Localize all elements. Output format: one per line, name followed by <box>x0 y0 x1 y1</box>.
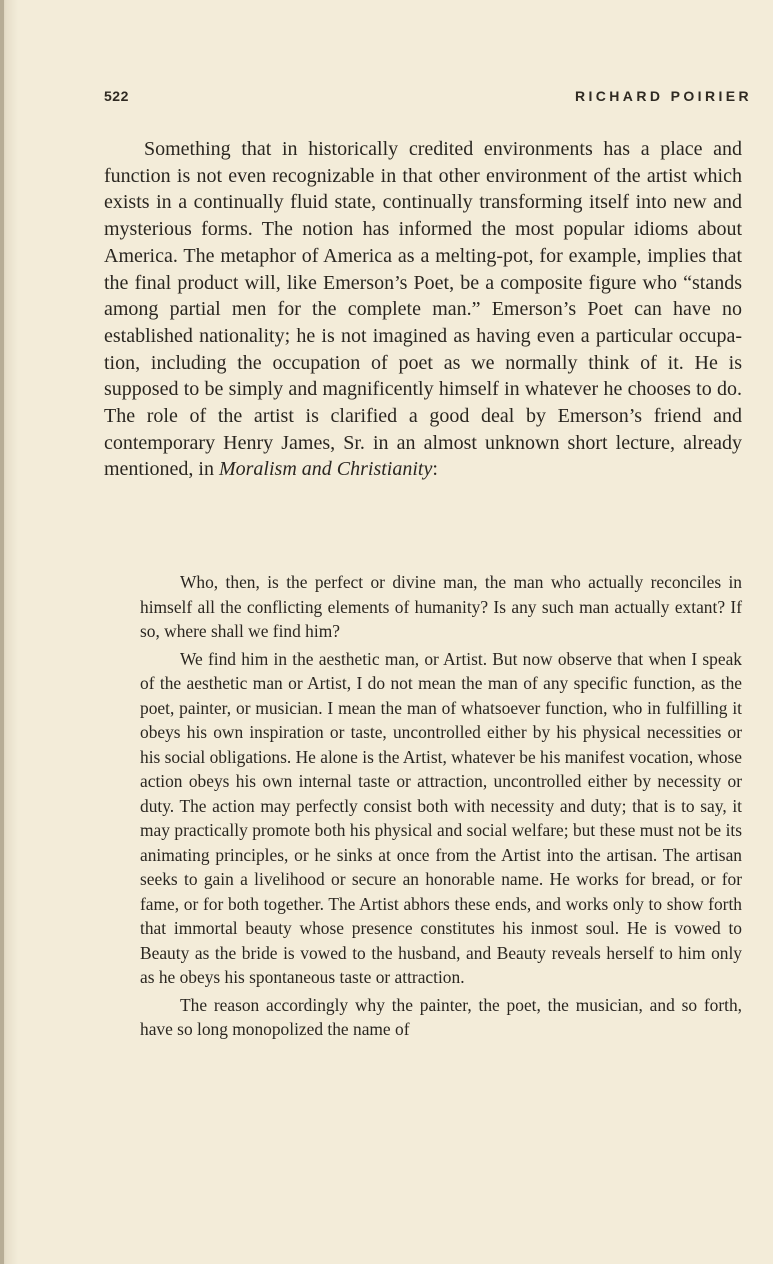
page-gutter-edge <box>0 0 4 1264</box>
body-paragraph <box>104 136 742 483</box>
page-header <box>104 88 754 112</box>
main-text <box>104 136 742 483</box>
quote-paragraph-3: The reason accordingly why the painter, the poet, the musician, and so forth, have so long monopolized the name of <box>140 994 742 1039</box>
body-paragraph-text: Something that in historically credited environments has a place and function is not even recognizable in that other environment of the artist which exists in a continually fluid state, continually transforming itself into new and mysterious forms. The notion has informed the most popular idioms about America. The metaphor of America as a melting-pot, for example, implies that the final product will, like Emerson’s Poet, be a composite figure who “stands among partial men for the complete man.” Emerson’s Poet can have no established nationality; he is not imagined as having even a particular occupation, including the occupation of poet as we normally think of it. He is supposed to be simply and magnificently himself in whatever he chooses to do. The role of the artist is clarified a good deal by Emerson’s friend and contemporary Henry James, Sr. in an almost unknown short lecture, already mentioned, in <box>104 138 742 481</box>
quote-paragraph-2: We find him in the aesthetic man, or Artist. But now observe that when I speak of the aesthetic man or Artist, I do not mean the man of any specific function, as the poet, painter, or musician. I mean the man of whatsoever function, who in fulfilling it obeys his own inspiration or taste, uncontrolled either by his physical necessities or his social obligations. He alone is the Artist, whatever be his manifest vocation, whose action obeys his own internal taste or attraction, uncontrolled either by necessity or duty. The action may perfectly consist both with necessity and duty; that is to say, it may practically promote both his physical and social welfare; but these must not be its animating principles, or he sinks at once from the Artist into the artisan. The artisan seeks to gain a livelihood or secure an honorable name. He works for bread, or for fame, or for both together. The Artist abhors these ends, and works only to show forth that immortal beauty whose presence constitutes his inmost soul. He is vowed to Beauty as the bride is vowed to the husband, and Beauty reveals herself to him only as he obeys his spontaneous taste or attraction. <box>140 648 742 987</box>
quote-paragraph-1: Who, then, is the perfect or divine man, the man who actually reconciles in himself all the conflicting elements of humanity? Is any such man actually extant? If so, where shall we find him? <box>140 572 742 641</box>
block-quote <box>140 570 742 1045</box>
body-paragraph-end: : <box>432 458 438 481</box>
page-number: 522 <box>104 88 129 104</box>
running-head: RICHARD POIRIER <box>574 88 752 104</box>
book-title: Moralism and Christianity <box>218 458 433 481</box>
